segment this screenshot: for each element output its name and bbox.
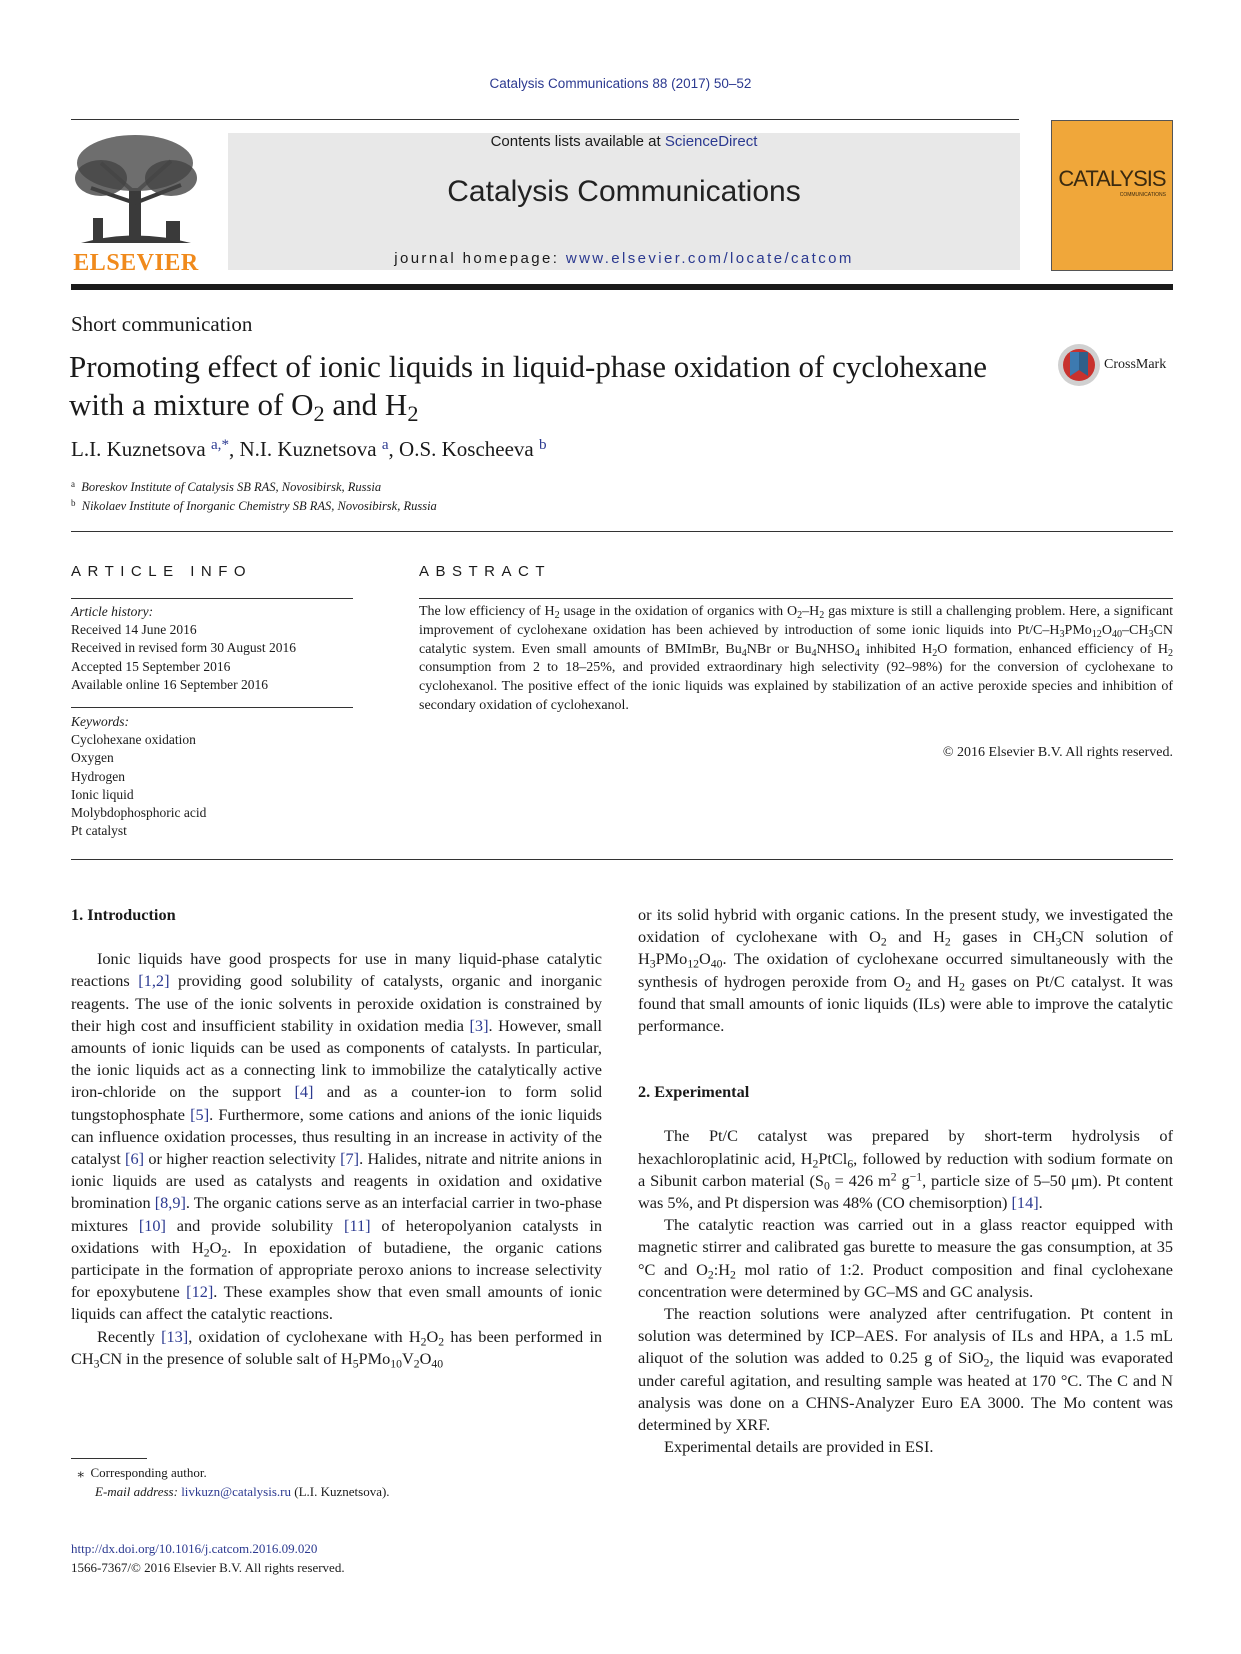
citation-link[interactable]: [4] — [294, 1082, 314, 1102]
affiliation — [71, 497, 437, 516]
citation-link[interactable]: [8,9] — [154, 1193, 186, 1213]
abstract-text: The low efficiency of $H_2$ usage in the oxidation of organics with $O_2-H_2$ gas mixture is still a challenging problem. Here, a significant improvement of cyclohexane oxidation has been achieved by introduction of some ionic liquids into $Pt/C-H_3PMo_{12}O_{40}-CH_3CN$ catalytic system. Even small amounts of BMImBr, $Bu_4NBr$ or $Bu_4NHSO_4$ inhibited $H_2O$ formation, enhanced efficiency of $H_2$ consumption from 2 to 18–25%, and provided extraordinary high selectivity (92–98%) for the conversion of cyclohexane to cyclohexanol. The positive effect of the ionic liquids was explained by stabilization of an active peroxide species and inhibition of secondary oxidation of cyclohexanol. — [419, 604, 1173, 713]
article-title — [69, 348, 1029, 427]
affil-mark: b — [71, 497, 76, 508]
footer — [71, 1540, 345, 1577]
keyword: Pt catalyst — [71, 823, 127, 839]
author-affil-mark[interactable]: a — [381, 437, 389, 454]
footnote-corresponding-text: Corresponding author. — [90, 1465, 207, 1480]
affil-text: Nikolaev Institute of Inorganic Chemistry SB RAS, Novosibirsk, Russia — [81, 499, 437, 513]
cover-title: CATALYSIS — [1058, 166, 1166, 191]
paragraph: Ionic liquids have good prospects for use in many liquid-phase catalytic reactions [1,2] providing good solubility of catalysts, organic and inorganic reagents. The use of the ionic solvents in peroxide oxidation is constrained by their high cost and insufficient stability in oxidation media [3]. However, small amounts of ionic liquids can be used as components of catalysts. In particular, the ionic liquids act as a connecting link to immobilize the catalytically active iron-chloride on the support [4] and as a counter-ion to form solid tungstophosphate [5]. Furthermore, some cations and anions of the ionic liquids can influence oxidation processes, thus resulting in an increase in activity of the catalyst [6] or higher reaction selectivity [7]. Halides, nitrate and nitrite anions in ionic liquids are used as catalysts and reagents in oxidation and oxidative bromination [8,9]. The organic cations serve as an interfacial carrier in two-phase mixtures [10] and provide solubility [11] of heteropolyanion catalysts in oxidations with $H_2O_2$. In epoxidation of butadiene, the organic cations participate in the formation of appropriate peroxo anions to increase selectivity for epoxybutene [12]. These examples show that even small amounts of ionic liquids can affect the catalytic reactions. — [71, 949, 603, 1324]
article-history — [71, 603, 361, 694]
citation-link[interactable]: [13] — [161, 1326, 189, 1346]
author-affil-mark[interactable]: b — [539, 437, 547, 454]
title-line-1: Promoting effect of ionic liquids in liquid-phase oxidation of cyclohexane — [69, 349, 988, 384]
history-item: Received in revised form 30 August 2016 — [71, 640, 296, 656]
abstract-heading: ABSTRACT — [419, 563, 552, 580]
section-heading: 1. Introduction — [71, 905, 176, 924]
tree-icon — [71, 133, 201, 248]
author-name: O.S. Koscheeva — [399, 437, 534, 461]
contents-line — [228, 133, 1020, 150]
citation-link[interactable]: [12] — [186, 1282, 214, 1302]
paragraph: Experimental details are provided in ESI. — [664, 1437, 934, 1457]
citation-link[interactable]: [7] — [340, 1149, 360, 1169]
keywords-label: Keywords: — [71, 714, 129, 729]
homepage-link[interactable]: www.elsevier.com/locate/catcom — [565, 250, 854, 267]
paragraph: Recently [13], oxidation of cyclohexane with $H_2O_2$ has been performed in $CH_3CN$ in the presence of soluble salt of $H_5PMo_{10}V_2O_{40}$ — [71, 1326, 602, 1371]
journal-homepage — [228, 250, 1020, 267]
journal-title: Catalysis Communications — [447, 175, 801, 208]
citation-link[interactable]: [1,2] — [138, 971, 170, 991]
crossmark-label: CrossMark — [1104, 357, 1167, 372]
email-label: E-mail address: — [95, 1483, 178, 1499]
paragraph: The reaction solutions were analyzed after centrifugation. Pt content in solution was determined by ICP–AES. For analysis of ILs and HPA, a 1.5 mL aliquot of the solution was added to 0.25 g of SiO$_2$, the liquid was evaporated under careful agitation, and resulting sample was heated at 170 °C. The C and N analysis was done on a CHNS-Analyzer Euro EA 3000. The Mo content was determined by XRF. — [638, 1304, 1174, 1435]
abstract-copyright: © 2016 Elsevier B.V. All rights reserved. — [942, 745, 1173, 760]
divider — [71, 598, 353, 599]
keyword: Ionic liquid — [71, 786, 134, 802]
header-rule — [71, 119, 1019, 120]
doi-link[interactable]: http://dx.doi.org/10.1016/j.catcom.2016.09.020 — [71, 1541, 318, 1556]
issn-line: 1566-7367/© 2016 Elsevier B.V. All rights reserved. — [71, 1559, 345, 1575]
footnote-email — [71, 1483, 390, 1502]
journal-cover[interactable] — [1051, 120, 1173, 271]
body-column-right — [638, 904, 1173, 1458]
keywords — [71, 713, 361, 840]
divider — [71, 707, 353, 708]
title-sub-2: 2 — [407, 401, 419, 427]
affiliations — [71, 478, 437, 516]
contents-prefix: Contents lists available at — [490, 133, 665, 150]
affiliation — [71, 478, 437, 497]
article-type: Short communication — [71, 312, 253, 336]
divider — [71, 531, 1173, 532]
journal-citation[interactable]: Catalysis Communications 88 (2017) 50–52 — [489, 76, 752, 91]
author-name: N.I. Kuznetsova — [239, 437, 377, 461]
keyword: Cyclohexane oxidation — [71, 732, 196, 748]
elsevier-wordmark: ELSEVIER — [73, 250, 199, 276]
section-heading: 2. Experimental — [638, 1082, 750, 1102]
author-affil-mark[interactable]: a,* — [210, 437, 230, 454]
citation-link[interactable]: [10] — [138, 1215, 166, 1235]
article-info-heading: ARTICLE INFO — [71, 563, 253, 580]
author-name: L.I. Kuznetsova — [71, 437, 206, 461]
affil-text: Boreskov Institute of Catalysis SB RAS, Novosibirsk, Russia — [81, 480, 382, 494]
header-thick-rule — [71, 284, 1173, 290]
history-label: Article history: — [71, 604, 154, 619]
body-column-left — [71, 904, 602, 1370]
citation-link[interactable]: [11] — [344, 1215, 371, 1235]
footnote-rule — [71, 1458, 147, 1459]
cover-subtitle: COMMUNICATIONS — [1119, 192, 1166, 198]
homepage-prefix: journal homepage: — [394, 250, 566, 267]
paragraph: The catalytic reaction was carried out in a glass reactor equipped with magnetic stirrer and calibrated gas burette to measure the gas consumption, at 35 °C and $O_2:H_2$ mol ratio of 1:2. Product composition and final cyclohexane concentration were determined by GC–MS and GC analysis. — [638, 1215, 1173, 1301]
keyword: Oxygen — [71, 750, 114, 766]
title-sub-1: 2 — [313, 401, 325, 427]
citation-link[interactable]: [14] — [1011, 1193, 1039, 1213]
keyword: Molybdophosphoric acid — [71, 805, 207, 821]
author-list: L.I. Kuznetsova $^{a,*}$, N.I. Kuznetsova $^a$, O.S. Koscheeva $^b$ — [71, 437, 547, 461]
paragraph: or its solid hybrid with organic cations. In the present study, we investigated the oxidation of cyclohexane with $O_2$ and $H_2$ gases in $CH_3CN$ solution of $H_3PMo_{12}O_{40}$. The oxidation of cyclohexane occurred simultaneously with the synthesis of hydrogen peroxide from $O_2$ and $H_2$ gases on Pt/C catalyst. It was found that small amounts of ionic liquids (ILs) were able to improve the catalytic performance. — [638, 905, 1174, 1036]
citation-link[interactable]: [3] — [469, 1015, 489, 1035]
history-item: Available online 16 September 2016 — [71, 676, 268, 692]
keyword: Hydrogen — [71, 768, 125, 784]
footnote-corresponding: ⁎ Corresponding author. — [71, 1465, 207, 1480]
footnote — [71, 1464, 390, 1501]
divider — [71, 859, 1173, 860]
email-suffix: (L.I. Kuznetsova). — [294, 1483, 390, 1499]
citation-link[interactable]: [5] — [190, 1104, 210, 1124]
title-line-2a: with a mixture of O — [69, 387, 314, 422]
crossmark-icon — [1057, 342, 1101, 388]
email-link[interactable]: livkuzn@catalysis.ru — [181, 1483, 291, 1499]
paragraph: The Pt/C catalyst was prepared by short-term hydrolysis of hexachloroplatinic acid, $H_2PtCl_6$, followed by reduction with sodium formate on a Sibunit carbon material ($S_0 = 426$ $m^2$ $g^{-1}$, particle size of 5–50 μm). Pt content was 5%, and Pt dispersion was 48% (CO chemisorption) [14]. — [638, 1126, 1173, 1213]
history-item: Accepted 15 September 2016 — [71, 658, 231, 674]
affil-mark: a — [71, 478, 75, 489]
history-item: Received 14 June 2016 — [71, 622, 197, 638]
sciencedirect-link[interactable]: ScienceDirect — [664, 133, 758, 150]
citation-link[interactable]: [6] — [125, 1149, 145, 1169]
divider — [419, 598, 1173, 599]
title-line-2b: and H — [324, 387, 408, 422]
